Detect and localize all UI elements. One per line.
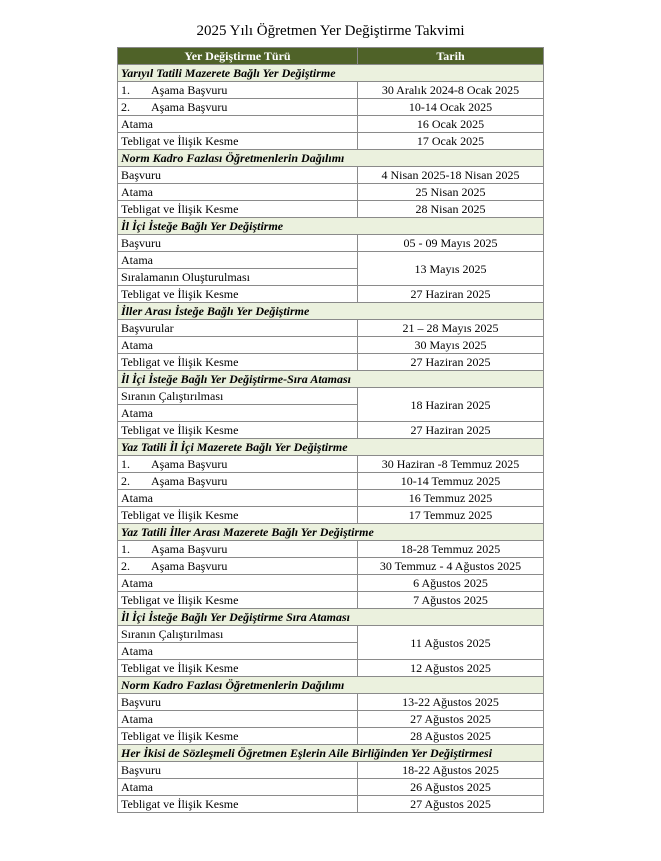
- step-cell: [118, 456, 358, 473]
- table-body: [118, 65, 544, 813]
- step-date: 25 Nisan 2025: [358, 184, 544, 201]
- step-date: 30 Haziran -8 Temmuz 2025: [358, 456, 544, 473]
- step-label: Tebligat ve İlişik Kesme: [121, 508, 239, 522]
- step-label: Atama: [121, 780, 153, 794]
- table-row: [118, 660, 544, 677]
- step-cell: [118, 796, 358, 813]
- step-date: 13-22 Ağustos 2025: [358, 694, 544, 711]
- section-header-row: [118, 218, 544, 235]
- step-date: 10-14 Ocak 2025: [358, 99, 544, 116]
- step-cell: [118, 592, 358, 609]
- table-row: [118, 711, 544, 728]
- step-cell: [118, 116, 358, 133]
- step-label: Tebligat ve İlişik Kesme: [121, 797, 239, 811]
- step-cell: [118, 99, 358, 116]
- table-row: [118, 252, 544, 269]
- step-label: Aşama Başvuru: [151, 457, 228, 471]
- table-row: [118, 337, 544, 354]
- table-row: [118, 82, 544, 99]
- column-header-date: Tarih: [358, 48, 544, 65]
- step-cell: [118, 541, 358, 558]
- step-cell: [118, 320, 358, 337]
- table-row: [118, 762, 544, 779]
- step-cell: [118, 660, 358, 677]
- page-title: 2025 Yılı Öğretmen Yer Değiştirme Takvimi: [196, 23, 465, 39]
- step-date: 16 Temmuz 2025: [358, 490, 544, 507]
- step-date: 27 Haziran 2025: [358, 354, 544, 371]
- table-header-row: [118, 48, 544, 65]
- step-date: 11 Ağustos 2025: [358, 626, 544, 660]
- step-date: 10-14 Temmuz 2025: [358, 473, 544, 490]
- table-row: [118, 116, 544, 133]
- step-label: Başvuru: [121, 695, 161, 709]
- step-date: 17 Ocak 2025: [358, 133, 544, 150]
- step-cell: [118, 575, 358, 592]
- step-number: 1.: [121, 83, 130, 97]
- step-cell: [118, 184, 358, 201]
- section-heading: İl İçi İsteğe Bağlı Yer Değiştirme Sıra Ataması: [118, 609, 544, 626]
- step-date: 12 Ağustos 2025: [358, 660, 544, 677]
- section-header-row: [118, 65, 544, 82]
- step-date: 4 Nisan 2025-18 Nisan 2025: [358, 167, 544, 184]
- step-label: Tebligat ve İlişik Kesme: [121, 729, 239, 743]
- step-number: 1.: [121, 542, 130, 556]
- step-date: 27 Haziran 2025: [358, 286, 544, 303]
- step-label: Tebligat ve İlişik Kesme: [121, 287, 239, 301]
- table-row: [118, 592, 544, 609]
- step-label: Aşama Başvuru: [151, 559, 228, 573]
- table-row: [118, 235, 544, 252]
- step-label: Başvuru: [121, 236, 161, 250]
- step-date: 26 Ağustos 2025: [358, 779, 544, 796]
- section-heading: İl İçi İsteğe Bağlı Yer Değiştirme: [118, 218, 544, 235]
- table-row: [118, 490, 544, 507]
- step-label: Tebligat ve İlişik Kesme: [121, 661, 239, 675]
- table-row: [118, 796, 544, 813]
- step-number: 1.: [121, 457, 130, 471]
- table-row: [118, 388, 544, 405]
- step-cell: [118, 694, 358, 711]
- section-header-row: [118, 745, 544, 762]
- table-row: [118, 575, 544, 592]
- table-row: [118, 456, 544, 473]
- step-number: 2.: [121, 100, 130, 114]
- step-label: Tebligat ve İlişik Kesme: [121, 134, 239, 148]
- section-heading: Norm Kadro Fazlası Öğretmenlerin Dağılımı: [118, 677, 544, 694]
- table-row: [118, 320, 544, 337]
- step-date: 7 Ağustos 2025: [358, 592, 544, 609]
- step-cell: [118, 507, 358, 524]
- table-row: [118, 626, 544, 643]
- step-label: Atama: [121, 338, 153, 352]
- step-date: 16 Ocak 2025: [358, 116, 544, 133]
- step-cell: [118, 422, 358, 439]
- section-header-row: [118, 371, 544, 388]
- step-date: 27 Ağustos 2025: [358, 711, 544, 728]
- section-header-row: [118, 677, 544, 694]
- step-date: 17 Temmuz 2025: [358, 507, 544, 524]
- step-label: Başvurular: [121, 321, 174, 335]
- section-heading: Yarıyıl Tatili Mazerete Bağlı Yer Değiştirme: [118, 65, 544, 82]
- step-cell: [118, 354, 358, 371]
- step-date: 27 Haziran 2025: [358, 422, 544, 439]
- step-date: 13 Mayıs 2025: [358, 252, 544, 286]
- step-label: Başvuru: [121, 763, 161, 777]
- section-header-row: [118, 524, 544, 541]
- table-row: [118, 728, 544, 745]
- section-heading: Yaz Tatili İl İçi Mazerete Bağlı Yer Değiştirme: [118, 439, 544, 456]
- table-row: [118, 286, 544, 303]
- step-date: 18-28 Temmuz 2025: [358, 541, 544, 558]
- step-date: 05 - 09 Mayıs 2025: [358, 235, 544, 252]
- step-cell: [118, 167, 358, 184]
- table-row: [118, 133, 544, 150]
- section-heading: Norm Kadro Fazlası Öğretmenlerin Dağılımı: [118, 150, 544, 167]
- step-label: Atama: [121, 117, 153, 131]
- step-cell: [118, 201, 358, 218]
- step-label: Sıranın Çalıştırılması: [118, 388, 358, 405]
- step-date: 28 Nisan 2025: [358, 201, 544, 218]
- table-row: [118, 354, 544, 371]
- table-row: [118, 694, 544, 711]
- step-label: Atama: [121, 712, 153, 726]
- step-date: 21 – 28 Mayıs 2025: [358, 320, 544, 337]
- step-cell: [118, 711, 358, 728]
- step-date: 6 Ağustos 2025: [358, 575, 544, 592]
- table-row: [118, 201, 544, 218]
- table-row: [118, 422, 544, 439]
- step-label: Tebligat ve İlişik Kesme: [121, 355, 239, 369]
- section-heading: İl İçi İsteğe Bağlı Yer Değiştirme-Sıra Ataması: [118, 371, 544, 388]
- step-label: Aşama Başvuru: [151, 100, 228, 114]
- step-label: Aşama Başvuru: [151, 474, 228, 488]
- step-label: Sıranın Çalıştırılması: [118, 626, 358, 643]
- step-cell: [118, 286, 358, 303]
- step-date: 18-22 Ağustos 2025: [358, 762, 544, 779]
- step-cell: [118, 728, 358, 745]
- step-number: 2.: [121, 474, 130, 488]
- section-heading: Her İkisi de Sözleşmeli Öğretmen Eşlerin Aile Birliğinden Yer Değiştirmesi: [118, 745, 544, 762]
- step-cell: [118, 473, 358, 490]
- section-heading: İller Arası İsteğe Bağlı Yer Değiştirme: [118, 303, 544, 320]
- section-header-row: [118, 439, 544, 456]
- step-label: Atama: [121, 185, 153, 199]
- step-cell: [118, 762, 358, 779]
- table-row: [118, 507, 544, 524]
- step-date: 28 Ağustos 2025: [358, 728, 544, 745]
- step-cell: [118, 779, 358, 796]
- table-row: [118, 184, 544, 201]
- table-row: [118, 558, 544, 575]
- table-row: [118, 99, 544, 116]
- step-label: Başvuru: [121, 168, 161, 182]
- section-heading: Yaz Tatili İller Arası Mazerete Bağlı Yer Değiştirme: [118, 524, 544, 541]
- step-cell: [118, 235, 358, 252]
- step-date: 27 Ağustos 2025: [358, 796, 544, 813]
- calendar-table: [117, 47, 544, 813]
- section-header-row: [118, 609, 544, 626]
- step-label: Tebligat ve İlişik Kesme: [121, 202, 239, 216]
- step-number: 2.: [121, 559, 130, 573]
- column-header-type: Yer Değiştirme Türü: [118, 48, 358, 65]
- step-cell: [118, 490, 358, 507]
- step-cell: [118, 82, 358, 99]
- step-label: Atama: [121, 491, 153, 505]
- step-date: 30 Temmuz - 4 Ağustos 2025: [358, 558, 544, 575]
- table-row: [118, 779, 544, 796]
- step-date: 18 Haziran 2025: [358, 388, 544, 422]
- step-label: Atama: [118, 252, 358, 269]
- step-label: Atama: [118, 405, 358, 422]
- step-label: Aşama Başvuru: [151, 542, 228, 556]
- table-row: [118, 541, 544, 558]
- step-date: 30 Mayıs 2025: [358, 337, 544, 354]
- step-label: Atama: [121, 576, 153, 590]
- step-cell: [118, 558, 358, 575]
- step-label: Tebligat ve İlişik Kesme: [121, 593, 239, 607]
- step-label: Aşama Başvuru: [151, 83, 228, 97]
- table-row: [118, 167, 544, 184]
- section-header-row: [118, 303, 544, 320]
- step-label: Atama: [118, 643, 358, 660]
- step-label: Tebligat ve İlişik Kesme: [121, 423, 239, 437]
- step-cell: [118, 337, 358, 354]
- step-date: 30 Aralık 2024-8 Ocak 2025: [358, 82, 544, 99]
- step-label: Sıralamanın Oluşturulması: [118, 269, 358, 286]
- step-cell: [118, 133, 358, 150]
- table-row: [118, 473, 544, 490]
- section-header-row: [118, 150, 544, 167]
